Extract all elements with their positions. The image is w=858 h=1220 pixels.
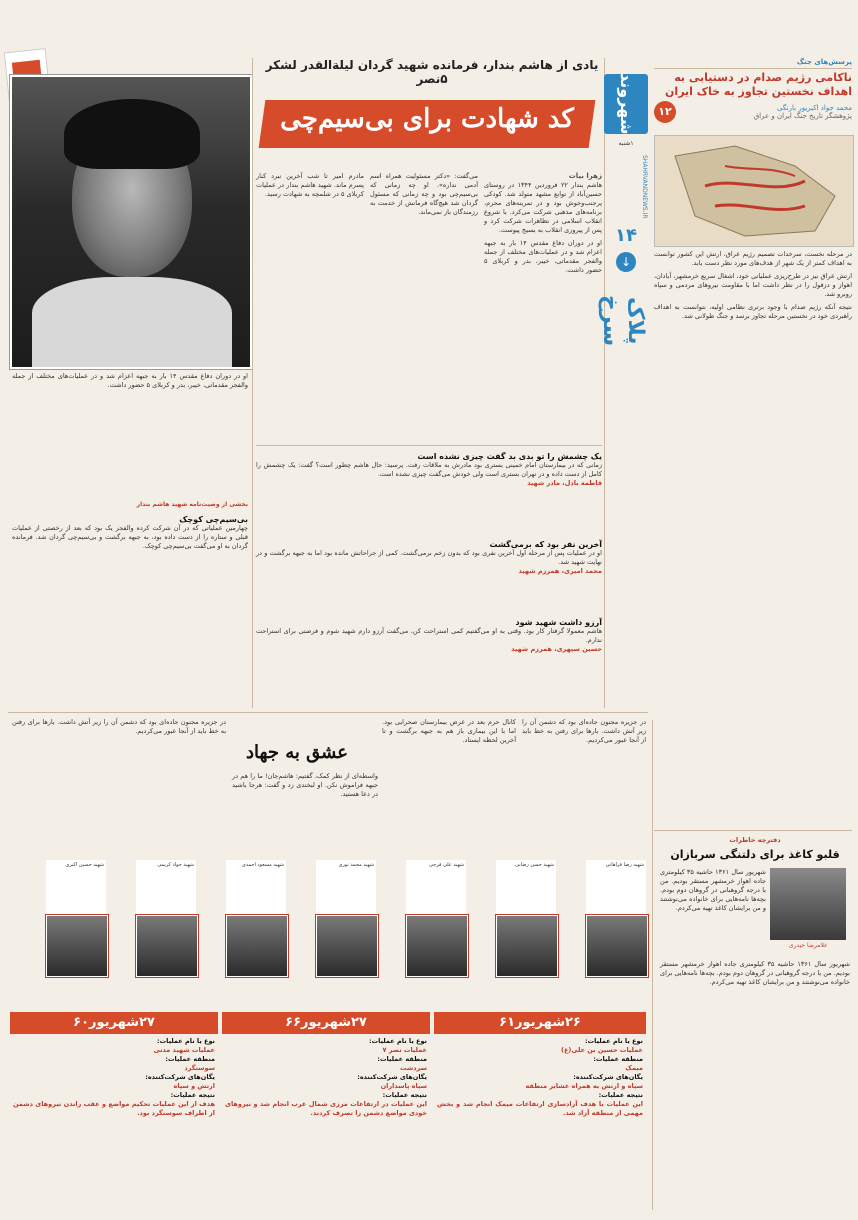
date-units-label: یگان‌های شرکت‌کننده: — [357, 1073, 427, 1081]
date-region-label: منطقه عملیات: — [593, 1055, 643, 1063]
love-section-title: عشق به جهاد — [246, 742, 348, 763]
war-map-image — [654, 135, 854, 247]
martyr-photo — [46, 915, 108, 977]
martyr-card — [226, 860, 286, 915]
substory-2-author: محمد امیری، همرزم شهید — [518, 567, 602, 575]
section-name: پلاک سرخ — [598, 295, 648, 347]
love-body-3: واسطه‌ای از نظر کمک، گفتیم: هاشم‌جان! ما را هم در جبهه فراموش نکن. او لبخندی زد و گفت: هرجا باشید در دعا هستید. — [232, 772, 378, 798]
substory-4-author: بخشی از وصیت‌نامه شهید هاشم بندار — [136, 501, 248, 508]
right-article-body — [654, 250, 852, 321]
hero-left-text — [12, 372, 248, 390]
hero-column-1 — [484, 172, 602, 275]
site-url: SHAHRVANDNEWS.IR — [641, 155, 648, 219]
date-result: این عملیات در ارتفاعات مرزی شمال غرب انجام شد و نیروهای خودی مواضع دشمن را تصرف کردند. — [225, 1100, 427, 1117]
memoir-author-photo — [770, 868, 846, 940]
date-block-1 — [434, 1012, 646, 1121]
date-result-label: نتیجه عملیات: — [170, 1091, 215, 1099]
hero-para-3: می‌گفت: «دکتر مسئولیت همراه اسم آدمی نداره». او چه زمانی که بی‌سیم‌چی بود و چه زمانی که مسئول گردان شد هیچ‌گاه فرمانش از خدمت به رزمندگان باز نمی‌ماند. — [370, 172, 478, 216]
date-units-label: یگان‌های شرکت‌کننده: — [573, 1073, 643, 1081]
martyr-photo — [136, 915, 198, 977]
martyr-photo — [316, 915, 378, 977]
right-article-title: ناکامی رژیم صدام در دستیابی به اهداف نخستین تجاوز به خاک ایران — [665, 71, 852, 98]
memoir-author-caption: غلامرضا حیدری — [788, 942, 828, 949]
date-op-type: نوع یا نام عملیات: — [369, 1037, 427, 1045]
issue-weekday: ۱شنبه — [618, 140, 634, 147]
substory-2-body: او در عملیات پس از مرحله اول آخرین نفری بود که بدون زخم برمی‌گشت. کمی از جراحاتش مانده بود اما به جبهه برگشت و در نهایت شهید شد. — [256, 549, 602, 566]
love-body-1: در جزیره مجنون جاده‌ای بود که دشمن آن را زیر آتش داشت. بارها برای رفتن به خط باید از آنجا عبور می‌کردیم. — [522, 718, 646, 744]
substory-1-title: یک چشمش را تو بدی بد گفت چیزی نشده است — [417, 452, 602, 461]
substory-3-author: حسین سپهری، همرزم شهید — [511, 645, 602, 653]
date-region-label: منطقه عملیات: — [377, 1055, 427, 1063]
date-region: سوسنگرد — [184, 1064, 215, 1072]
hero-title-block — [262, 86, 602, 166]
martyr-card — [136, 860, 196, 915]
date-units-label: یگان‌های شرکت‌کننده: — [145, 1073, 215, 1081]
martyr-name: شهید مسعود احمدی — [226, 860, 286, 915]
date-label: ۲۷شهریور۶۰ — [10, 1012, 218, 1034]
date-result-label: نتیجه عملیات: — [382, 1091, 427, 1099]
hero-photo — [10, 75, 252, 369]
martyr-name: شهید جواد کریمی — [136, 860, 196, 915]
right-article-author: محمد جواد اکبرپور بارنگی — [777, 104, 852, 112]
hero-para-1: هاشم بندار ۲۲ فروردین ۱۳۴۴ در روستای حسین‌آباد از توابع مشهد متولد شد. کودکی پرجنب‌وجوش بود و در تمرینه‌های محرم، برنامه‌های مذهبی شرکت می‌کرد. با شروع انقلاب اسلامی در تظاهرات شرکت کرد و پس از پیروزی انقلاب به بسیج پیوست. — [484, 181, 602, 234]
date-result: هدف از این عملیات تحکیم مواضع و عقب راندن نیروهای دشمن از اطراف سوسنگرد بود. — [13, 1100, 215, 1117]
date-region-label: منطقه عملیات: — [165, 1055, 215, 1063]
love-body-2: کانال حرم بعد در عرض بیمارستان صحرایی بود. اما با این بیماری باز هم به جبهه برگشت و تا آخرین لحظه ایستاد. — [382, 718, 516, 744]
memoir-title: قلبو کاغذ برای دلتنگی سربازان — [670, 848, 840, 861]
date-op-name: عملیات شهید مدنی — [153, 1046, 215, 1054]
martyr-photo — [586, 915, 648, 977]
right-article-header — [654, 58, 852, 123]
date-result-label: نتیجه عملیات: — [598, 1091, 643, 1099]
date-region: میمک — [625, 1064, 643, 1072]
substory-2-title: آخرین نفر بود که برمی‌گشت — [489, 540, 602, 549]
date-region: سردشت — [399, 1064, 427, 1072]
memoir-label: دفترچه خاطرات — [729, 836, 781, 844]
right-article-label: پرسش‌های جنگ — [796, 58, 852, 66]
date-block-2 — [222, 1012, 430, 1121]
date-units: سپاه پاسداران — [380, 1082, 427, 1090]
martyrs-row — [10, 860, 646, 1005]
martyr-card — [586, 860, 646, 915]
hero-para-4: مادرم امیر تا شب آخرین نبرد کنار پسرم ماند. شهید هاشم بندار در عملیات کربلای ۵ در شلمچه به شهادت رسید. — [256, 172, 364, 198]
substory-4-title: بی‌سیم‌چی کوچک — [179, 515, 248, 524]
map-graphic — [655, 136, 853, 246]
hero-title: کد شهادت برای بی‌سیم‌چی — [280, 104, 574, 134]
hero-column-3 — [256, 172, 364, 199]
memoir-body-2: شهریور سال ۱۳۶۱ حاشیه ۳۵ کیلومتری جاده اهواز خرمشهر مستقر بودیم. من با درجه گروهبانی در گروهان دوم بودم. بچه‌ها نامه‌هایی برای خانواده می‌نوشتند و من برایشان کاغذ تهیه می‌کردم. — [660, 960, 850, 986]
date-label: ۲۷شهریور۶۶ — [222, 1012, 430, 1034]
date-op-type: نوع یا نام عملیات: — [585, 1037, 643, 1045]
right-article-author-role: پژوهشگر تاریخ جنگ ایران و عراق — [753, 112, 852, 120]
hero-hair — [64, 99, 200, 169]
love-body-4: در جزیره مجنون جاده‌ای بود که دشمن آن را زیر آتش داشت. بارها برای رفتن به خط باید از آنجا عبور می‌کردیم. — [12, 718, 226, 735]
date-units: سپاه و ارتش به همراه عشایر منطقه — [525, 1082, 643, 1090]
memoir-body-1: شهریور سال ۱۳۶۱ حاشیه ۳۵ کیلومتری جاده اهواز خرمشهر مستقر بودیم. من با درجه گروهبانی در گروهان دوم بودم. بچه‌ها نامه‌هایی برای خانواده می‌نوشتند و من برایشان کاغذ تهیه می‌کردم. — [660, 868, 766, 912]
article-number-badge: ۱۲ — [654, 101, 676, 123]
substory-4 — [12, 500, 248, 551]
martyr-name: شهید محمد نوری — [316, 860, 376, 915]
substory-3-title: آرزو داشت شهید شود — [515, 618, 602, 627]
martyr-card — [406, 860, 466, 915]
martyr-card — [496, 860, 556, 915]
right-body-3: نتیجه آنکه رژیم صدام با وجود برتری نظامی اولیه، نتوانست به اهداف راهبردی خود در نخستین مرحله تجاوز برسد و جنگ طولانی شد. — [654, 303, 852, 320]
martyr-name: شهید حسن رضایی — [496, 860, 556, 915]
martyr-card — [316, 860, 376, 915]
date-op-type: نوع یا نام عملیات: — [157, 1037, 215, 1045]
date-block-3 — [10, 1012, 218, 1121]
martyr-card — [46, 860, 106, 915]
hero-left-body: او در دوران دفاع مقدس ۱۴ بار به جبهه اعزام شد و در عملیات‌های مختلف از جمله والفجر مقدماتی، خیبر، بدر و کربلای ۵ حضور داشت. — [12, 372, 248, 389]
martyr-photo — [496, 915, 558, 977]
substory-2 — [256, 540, 602, 576]
date-label: ۲۶شهریور۶۱ — [434, 1012, 646, 1034]
substory-3 — [256, 618, 602, 654]
substory-1 — [256, 452, 602, 488]
right-body-2: ارتش عراق نیز در طرح‌ریزی عملیاتی خود، اشغال سریع خرمشهر، آبادان، اهواز و دزفول را در نظر داشت اما با مقاومت نیروهای مردمی و سپاه روبرو شد. — [654, 272, 852, 298]
martyr-photo — [226, 915, 288, 977]
martyr-name: شهید حسین اکبری — [46, 860, 106, 915]
hero-shirt — [32, 277, 232, 367]
substory-1-author: فاطمه بادل، مادر شهید — [527, 479, 602, 487]
substory-1-body: زمانی که در بیمارستان امام خمینی بستری بود مادرش به ملاقات رفت. پرسید: حال هاشم چطور است؟ گفت: یک چشمش را کامل از دست داده و در تهران بستری است ولی خودش می‌گفت چیزی نشده است. — [256, 461, 602, 478]
hero-para-2: او در دوران دفاع مقدس ۱۴ بار به جبهه اعزام شد و در عملیات‌های مختلف از جمله والفجر مقدماتی، خیبر، بدر و کربلای ۵ حضور داشت. — [484, 239, 602, 274]
right-body-1: در مرحله نخست، سرخدات تصمیم رژیم عراق، ارتش این کشور توانست به اهداف کمتر از یک شهر از هدف‌های مورد نظر دست یابد. — [654, 250, 852, 267]
martyr-photo — [406, 915, 468, 977]
arrow-down-icon: ↓ — [616, 252, 636, 272]
hero-kicker: یادی از هاشم بندار، فرمانده شهید گردان لیلةالقدر لشکر ۵نصر — [265, 58, 599, 86]
date-result: این عملیات با هدف آزادسازی ارتفاعات میمک انجام شد و بخش مهمی از منطقه آزاد شد. — [437, 1100, 643, 1117]
hero-label: زهرا بیات — [568, 172, 602, 180]
page-number: ۱۴ — [615, 225, 637, 246]
logo-shahrvand: شهروند — [604, 74, 648, 134]
martyr-name: شهید علی فرجی — [406, 860, 466, 915]
substory-4-body: چهارمین عملیاتی که در آن شرکت کرده والفجر یک بود که بعد از رخصتی از عملیات قبلی و ستاره را از دست داده بود، به جبهه برگشت و بی‌سیم‌چی گردان شد. فرمانده گردان به او می‌گفت بی‌سیم‌چی کوچک. — [12, 524, 248, 550]
date-units: ارتش و سپاه — [173, 1082, 215, 1090]
hero-column-2 — [370, 172, 478, 217]
date-op-name: عملیات حسین بن علی(ع) — [560, 1046, 643, 1054]
date-op-name: عملیات نصر ۷ — [382, 1046, 427, 1054]
substory-3-body: هاشم معمولا گرفتار کار بود. وقتی به او می‌گفتیم کمی استراحت کن، می‌گفت آرزو دارم شهید شوم و فرصتی برای استراحت ندارم. — [256, 627, 602, 644]
martyr-name: شهید رضا فراهانی — [586, 860, 646, 915]
